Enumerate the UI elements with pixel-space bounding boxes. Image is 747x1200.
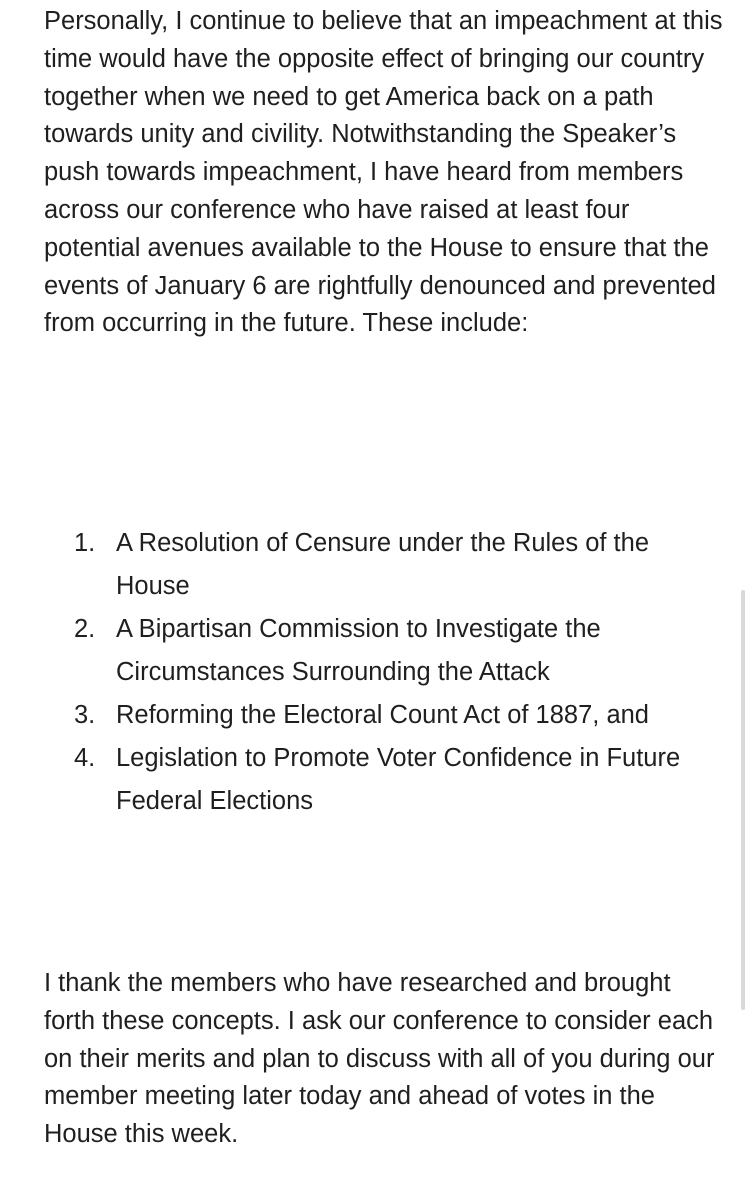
list-text: A Resolution of Censure under the Rules of the House	[116, 529, 649, 600]
scrollbar[interactable]	[741, 590, 745, 1010]
avenues-list	[44, 522, 704, 823]
list-item	[44, 522, 704, 608]
list-item	[44, 694, 704, 737]
list-text: A Bipartisan Commission to Investigate the Circumstances Surrounding the Attack	[116, 615, 601, 686]
list-item	[44, 737, 704, 823]
intro-paragraph: Personally, I continue to believe that an impeachment at this time would have the opposite effect of bringing our country together when we need to get America back on a path towards unity and civility. Notwithstanding the Speaker’s push towards impeachment, I have heard from members across our conference who have raised at least four potential avenues available to the House to ensure that the events of January 6 are rightfully denounced and prevented from occurring in the future. These include:	[44, 7, 723, 338]
list-text: Reforming the Electoral Count Act of 1887, and	[116, 701, 649, 729]
closing-paragraph: I thank the members who have researched and brought forth these concepts. I ask our conference to consider each on their merits and plan to discuss with all of you during our member meeting later today and ahead of votes in the House this week.	[44, 969, 715, 1149]
list-text: Legislation to Promote Voter Confidence in Future Federal Elections	[116, 744, 681, 815]
list-number: 1.	[74, 529, 96, 557]
list-number: 2.	[74, 615, 96, 643]
list-number: 4.	[74, 744, 96, 772]
list-item	[44, 608, 704, 694]
list-number: 3.	[74, 701, 96, 729]
